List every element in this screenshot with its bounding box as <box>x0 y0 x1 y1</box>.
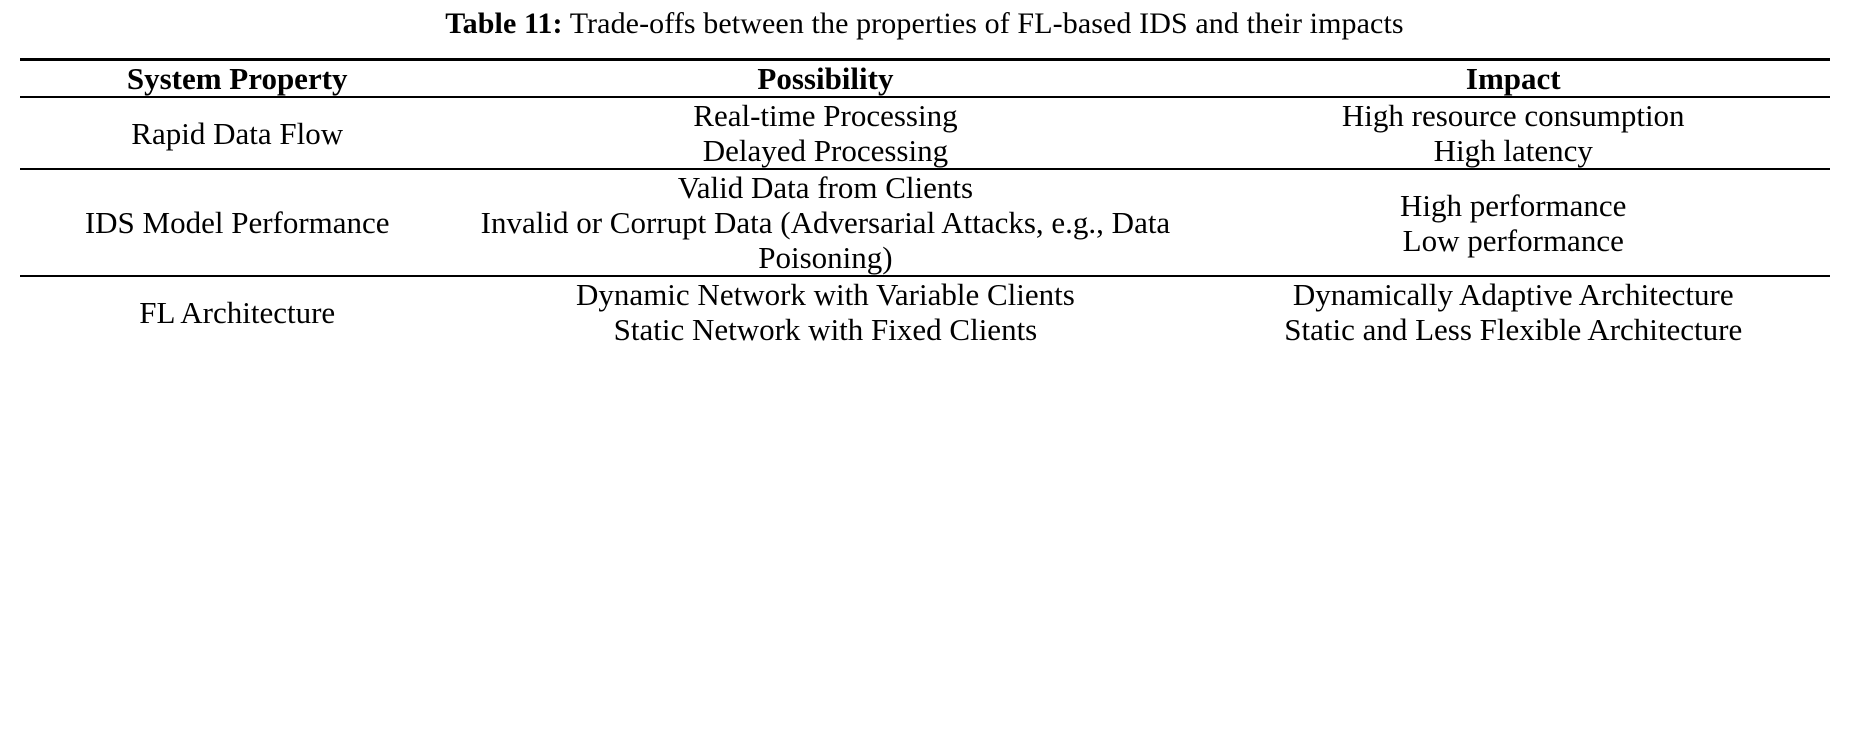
table-head <box>20 60 1830 98</box>
impact-line: Low performance <box>1402 222 1624 258</box>
cell-impact-ids-model-performance <box>1196 169 1830 276</box>
impact-line: High performance <box>1400 187 1627 223</box>
cell-impact-fl-architecture <box>1196 276 1830 347</box>
impact-line: Dynamically Adaptive Architecture <box>1292 277 1734 313</box>
tradeoffs-table <box>20 58 1830 347</box>
column-header-impact: Impact <box>1196 60 1830 98</box>
table-row <box>20 276 1830 347</box>
possibility-line: Static Network with Fixed Clients <box>613 312 1038 348</box>
impact-line: High resource consumption <box>1341 98 1685 134</box>
cell-property-ids-model-performance: IDS Model Performance <box>20 169 454 276</box>
table-row <box>20 97 1830 169</box>
table-caption <box>20 0 1829 58</box>
cell-possibility-ids-model-performance <box>454 169 1196 276</box>
column-header-system-property: System Property <box>20 60 454 98</box>
possibility-line: Delayed Processing <box>702 133 949 169</box>
table-caption-label: Table 11: <box>445 7 563 40</box>
table-body <box>20 97 1830 347</box>
impact-line: High latency <box>1433 133 1593 169</box>
possibility-line: Real-time Processing <box>693 98 958 134</box>
cell-property-rapid-data-flow: Rapid Data Flow <box>20 97 454 169</box>
cell-possibility-rapid-data-flow <box>454 97 1196 169</box>
table-caption-text: Trade-offs between the properties of FL-based IDS and their impacts <box>569 7 1404 40</box>
possibility-line: Valid Data from Clients <box>677 170 974 206</box>
table-header-row <box>20 60 1830 98</box>
cell-possibility-fl-architecture <box>454 276 1196 347</box>
possibility-line: Invalid or Corrupt Data (Adversarial Attacks, e.g., Data Poisoning) <box>480 205 1171 276</box>
cell-property-fl-architecture: FL Architecture <box>20 276 454 347</box>
possibility-line: Dynamic Network with Variable Clients <box>576 277 1075 313</box>
table-row <box>20 169 1830 276</box>
column-header-possibility: Possibility <box>454 60 1196 98</box>
cell-impact-rapid-data-flow <box>1196 97 1830 169</box>
impact-line: Static and Less Flexible Architecture <box>1284 312 1743 348</box>
